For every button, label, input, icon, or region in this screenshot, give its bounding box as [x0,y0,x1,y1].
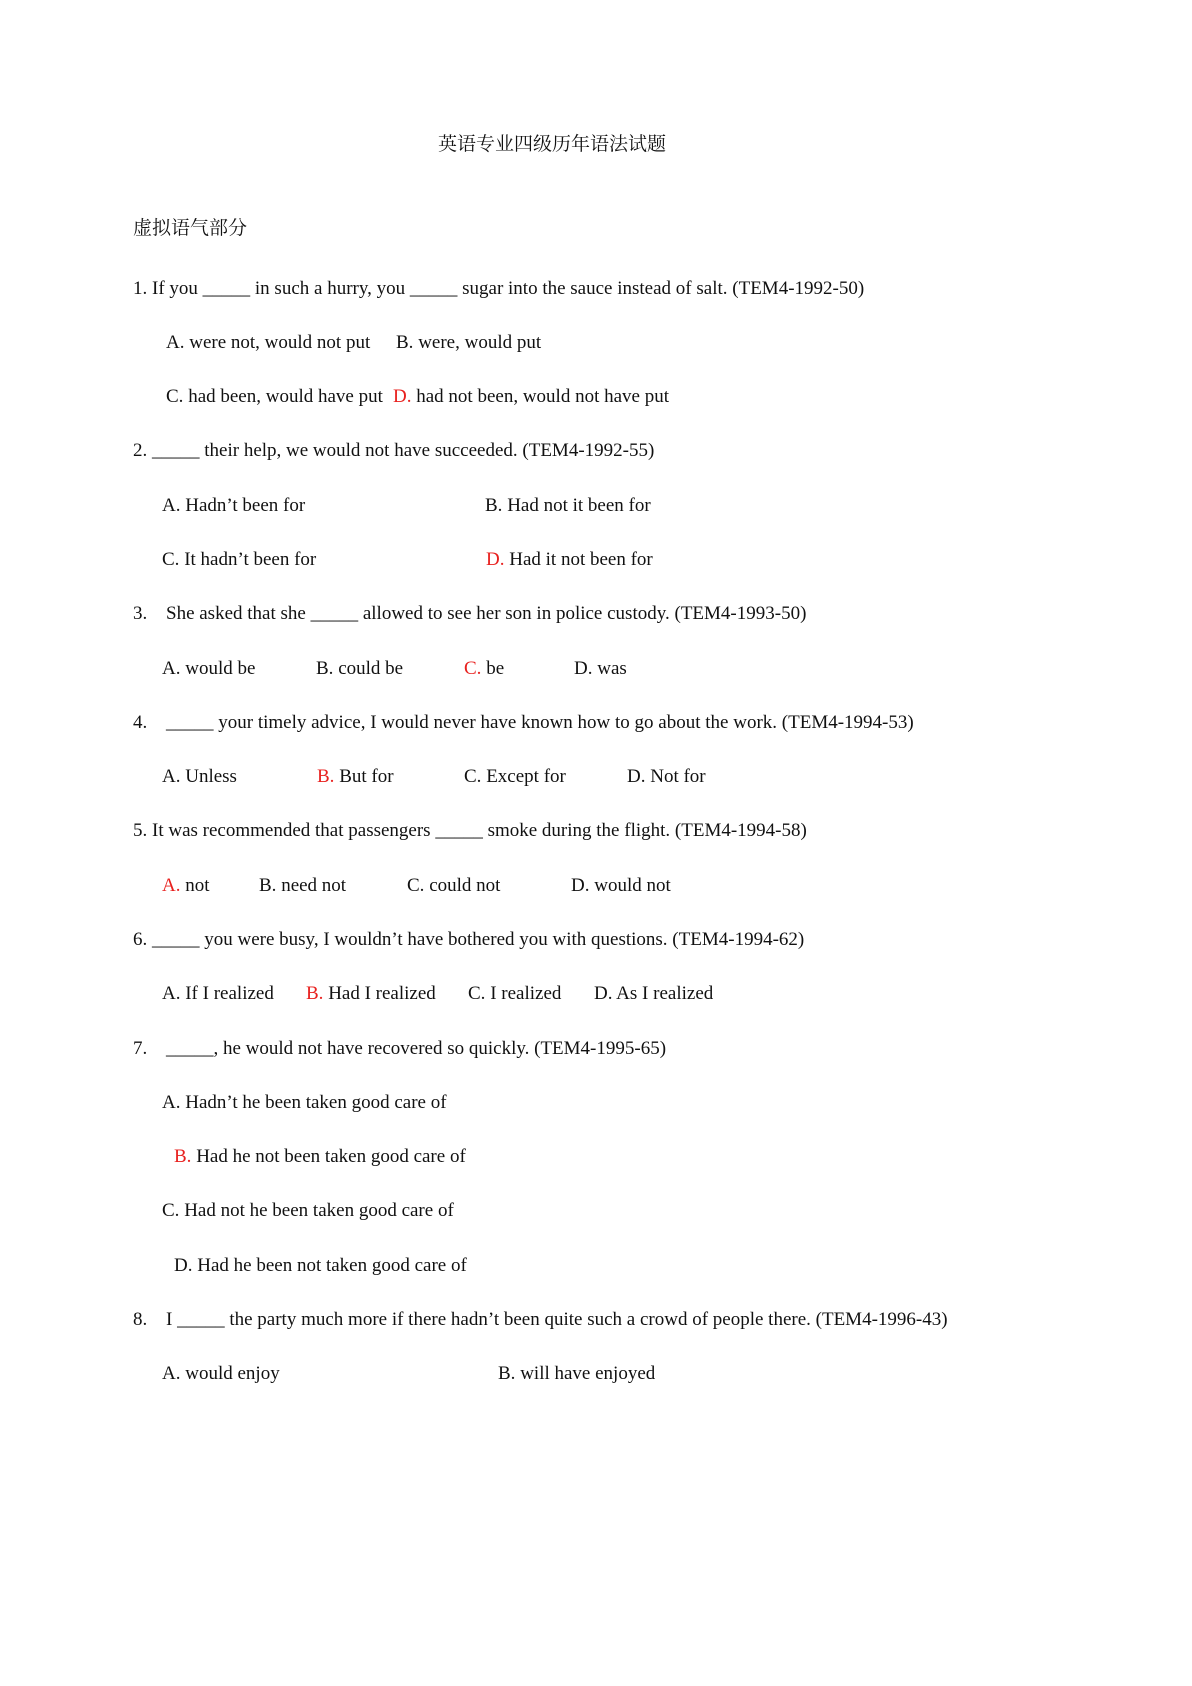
answer-option [574,658,627,680]
option-letter: C. [166,386,184,407]
answer-option [162,766,237,788]
option-text: Had he not been taken good care of [191,1146,466,1167]
option-letter: A. [162,766,181,787]
answer-option [571,875,671,897]
question-text: _____ you were busy, I wouldn’t have bothered you with questions. (TEM4-1994-62) [152,929,805,950]
option-letter: D. [627,766,646,787]
answer-option [627,766,706,788]
option-letter: D. [486,549,505,570]
option-letter: D. [594,983,613,1004]
question-number: 2. [133,440,148,461]
answer-option [498,1363,655,1385]
question-text: _____ your timely advice, I would never have known how to go about the work. (TEM4-1994-53) [166,712,914,733]
answer-option [259,875,346,897]
option-letter: D. [393,386,412,407]
question-text: _____ their help, we would not have succeeded. (TEM4-1992-55) [152,440,655,461]
option-text: would not [589,875,671,896]
option-text: were, would put [413,332,542,353]
option-text: If I realized [180,983,274,1004]
answer-option [162,875,210,897]
option-text: I realized [485,983,562,1004]
option-letter: A. [162,875,181,896]
answer-option [317,766,394,788]
answer-option [407,875,500,897]
answer-option [162,1363,280,1385]
answer-option [594,983,713,1005]
option-letter: B. [498,1363,516,1384]
option-letter: D. [574,658,593,679]
option-letter: A. [162,1092,181,1113]
option-letter: A. [166,332,185,353]
option-text: will have enjoyed [515,1363,656,1384]
answer-option [485,495,651,517]
question-number: 7. [133,1038,148,1059]
answer-option [162,495,305,517]
option-text: But for [334,766,394,787]
section-heading: 虚拟语气部分 [133,218,248,239]
option-letter: A. [162,1363,181,1384]
answer-option [162,658,255,680]
question-number: 3. [133,603,148,624]
option-text: was [592,658,627,679]
option-letter: C. [162,549,180,570]
document-title: 英语专业四级历年语法试题 [438,134,667,155]
option-text: be [481,658,505,679]
question-number: 6. [133,929,148,950]
answer-option [174,1146,466,1168]
option-text: were not, would not put [184,332,371,353]
option-letter: A. [162,983,181,1004]
question-stem [133,440,654,462]
option-letter: C. [162,1200,180,1221]
answer-option [162,1092,447,1114]
question-stem [133,929,804,951]
option-text: had not been, would not have put [411,386,669,407]
option-text: could be [333,658,404,679]
option-text: Unless [180,766,237,787]
option-letter: A. [162,495,181,516]
answer-option [464,766,566,788]
option-text: Hadn’t he been taken good care of [180,1092,447,1113]
option-text: Not for [645,766,706,787]
question-text: If you _____ in such a hurry, you _____ sugar into the sauce instead of salt. (TEM4-1992-50) [152,278,865,299]
answer-option [166,332,370,354]
answer-option [393,386,669,408]
question-text: I _____ the party much more if there hadn’t been quite such a crowd of people there. (TEM4-1996-43) [166,1309,948,1330]
option-text: Had not he been taken good care of [179,1200,454,1221]
option-letter: D. [174,1255,193,1276]
answer-option [306,983,436,1005]
option-letter: B. [485,495,503,516]
question-number: 8. [133,1309,148,1330]
option-text: Had it not been for [504,549,653,570]
option-text: not [180,875,210,896]
option-letter: A. [162,658,181,679]
question-text: It was recommended that passengers _____ smoke during the flight. (TEM4-1994-58) [152,820,807,841]
answer-option [174,1255,467,1277]
answer-option [486,549,653,571]
option-text: need not [276,875,347,896]
option-text: Had I realized [323,983,436,1004]
option-letter: C. [464,766,482,787]
option-text: would be [180,658,256,679]
answer-option [162,549,316,571]
option-text: Had he been not taken good care of [192,1255,467,1276]
option-text: Except for [481,766,566,787]
answer-option [396,332,541,354]
option-letter: B. [259,875,277,896]
answer-option [162,983,274,1005]
answer-option [166,386,383,408]
question-number: 1. [133,278,148,299]
option-text: had been, would have put [183,386,383,407]
answer-option [464,658,504,680]
option-text: Hadn’t been for [180,495,306,516]
option-letter: B. [174,1146,192,1167]
option-letter: B. [316,658,334,679]
question-text: _____, he would not have recovered so quickly. (TEM4-1995-65) [166,1038,667,1059]
option-letter: B. [396,332,414,353]
option-letter: C. [464,658,482,679]
option-letter: D. [571,875,590,896]
answer-option [468,983,561,1005]
option-letter: B. [306,983,324,1004]
option-text: It hadn’t been for [179,549,317,570]
question-stem [133,820,807,842]
question-number: 5. [133,820,148,841]
option-text: As I realized [612,983,714,1004]
option-letter: C. [468,983,486,1004]
question-text: She asked that she _____ allowed to see her son in police custody. (TEM4-1993-50) [166,603,807,624]
answer-option [316,658,403,680]
option-text: could not [424,875,501,896]
option-text: would enjoy [180,1363,280,1384]
option-letter: B. [317,766,335,787]
answer-option [162,1200,454,1222]
option-text: Had not it been for [502,495,651,516]
option-letter: C. [407,875,425,896]
question-stem [133,278,864,300]
question-number: 4. [133,712,148,733]
